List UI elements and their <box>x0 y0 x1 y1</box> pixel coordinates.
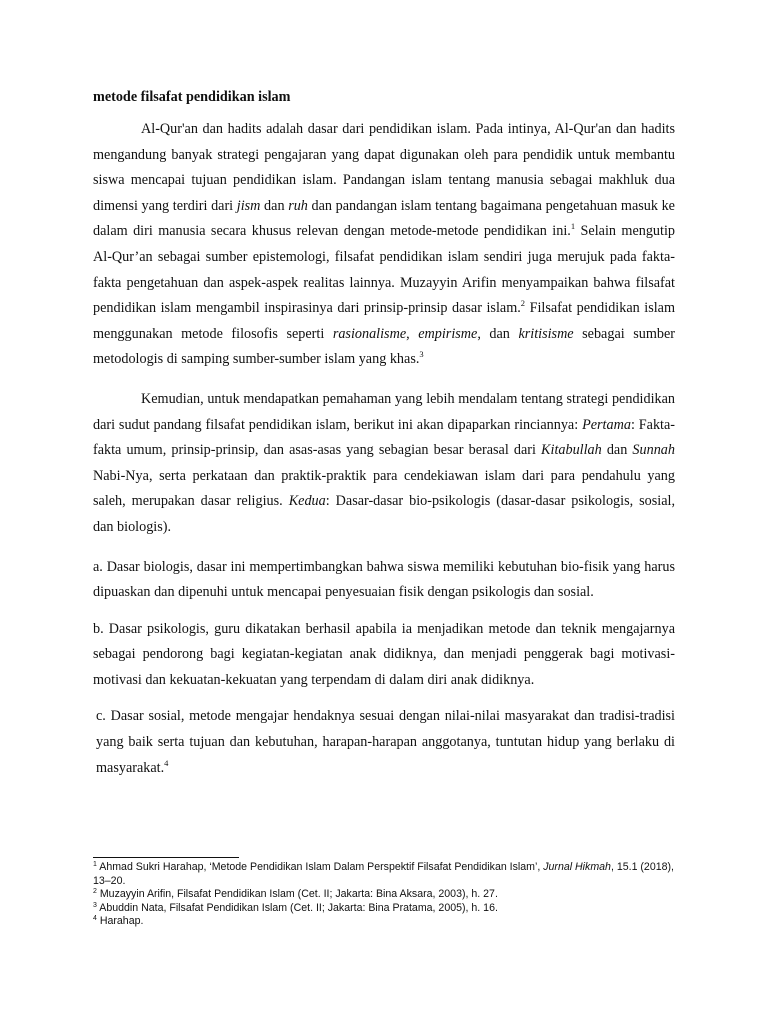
paragraph-2 <box>93 387 675 541</box>
text-span: : Dasar-dasar bio-psikologis (dasar-dasar psikologis, sosial, dan biologis). <box>93 493 676 535</box>
italic-term: empirisme <box>418 325 478 342</box>
footnote-ref-3[interactable]: 3 <box>419 349 424 360</box>
paragraph-1 <box>93 117 675 373</box>
footnote-text: , 15.1 (2018), 13–20. <box>93 861 674 887</box>
footnote-ref-1[interactable]: 1 <box>570 221 576 232</box>
text-span: Kemudian, untuk mendapatkan pemahaman yang lebih mendalam tentang strategi pendidikan dari sudut pandang filsafat pendidikan islam, berikut ini akan dipaparkan rinciannya: <box>93 390 675 433</box>
footnote-2 <box>93 888 683 902</box>
text-span: Selain mengutip Al-Qur’an sebagai sumber epistemologi, filsafat pendidikan islam sendiri juga merujuk pada fakta-fakta pengetahuan dan aspek-aspek realitas lainnya. Muzayyin Arifin menyampaikan bahwa filsafat pendidikan islam mengambil inspirasinya dari prinsip-prinsip dasar islam. <box>93 223 675 317</box>
footnote-4 <box>93 915 683 929</box>
text-span: dan pandangan islam tentang bagaimana pengetahuan masuk ke dalam diri manusia secara khusus relevan dengan metode-metode pendidikan ini. <box>93 197 675 240</box>
footnote-text: Muzayyin Arifin, Filsafat Pendidikan Islam (Cet. II; Jakarta: Bina Aksara, 2003), h. 27. <box>96 888 498 901</box>
footnote-3 <box>93 902 683 916</box>
italic-term: Sunnah <box>632 442 675 459</box>
document-body <box>93 117 675 781</box>
footnote-number: 3 <box>93 901 97 909</box>
footnotes <box>93 861 683 929</box>
italic-term: kritisisme <box>518 325 574 342</box>
footnote-text: Ahmad Sukri Harahap, ‘Metode Pendidikan Islam Dalam Perspektif Filsafat Pendidikan Islam’, <box>96 861 544 873</box>
text-span: , dan <box>477 325 519 342</box>
text-span: dan <box>601 442 633 459</box>
italic-term: rasionalisme <box>332 325 407 342</box>
footnote-number: 4 <box>93 915 97 923</box>
footnote-text: Harahap. <box>96 915 144 928</box>
text-span: Al-Qur'an dan hadits adalah dasar dari pendidikan islam. Pada intinya, Al-Qur'an dan hadits mengandung banyak strategi pengajaran yang dapat digunakan oleh para pendidik untuk membantu siswa mencapai tujuan pendidikan islam. Pandangan islam tentang manusia sebagai makhluk dua dimensi yang terdiri dari <box>93 121 675 214</box>
italic-term: ruh <box>288 197 308 214</box>
text-span: sebagai sumber metodologis di samping sumber-sumber islam yang khas. <box>93 325 675 368</box>
paragraph-dasar-psikologis: b. Dasar psikologis, guru dikatakan berhasil apabila ia menjadikan metode dan teknik mengajarnya sebagai pendorong bagi kegiatan-kegiatan anak didiknya, dan menjadi penggerak bagi motivasi-motivasi dan kekuatan-kekuatan yang terpendam di dalam diri anak didiknya. <box>93 620 675 688</box>
footnote-separator <box>93 857 239 858</box>
text-span: c. Dasar sosial, metode mengajar hendaknya sesuai dengan nilai-nilai masyarakat dan tradisi-tradisi yang baik serta tujuan dan kebutuhan, harapan-harapan anggotanya, tuntutan hidup yang berlaku di masyarakat. <box>96 708 675 776</box>
paragraph-dasar-biologis: a. Dasar biologis, dasar ini mempertimbangkan bahwa siswa memiliki kebutuhan bio-fisik yang harus dipuaskan dan dipenuhi untuk mencapai penyesuaian fisik dengan psikologis dan sosial. <box>93 558 675 601</box>
page-title: metode filsafat pendidikan islam <box>93 89 291 105</box>
text-span: , <box>406 325 419 342</box>
footnote-1 <box>93 861 683 888</box>
footnote-number: 2 <box>93 888 97 896</box>
journal-title: Jurnal Hikmah <box>543 861 611 873</box>
italic-term: Kitabullah <box>541 442 602 459</box>
paragraph-dasar-sosial <box>93 704 675 781</box>
italic-term: Pertama <box>582 416 631 433</box>
text-span: Filsafat pendidikan islam menggunakan metode filosofis seperti <box>93 300 675 342</box>
italic-term: Kedua <box>288 493 326 510</box>
footnote-ref-4[interactable]: 4 <box>164 757 169 768</box>
text-span: dan <box>260 197 289 214</box>
footnote-text: Abuddin Nata, Filsafat Pendidikan Islam (Cet. II; Jakarta: Bina Pratama, 2005), h. 16. <box>96 901 498 914</box>
footnote-ref-2[interactable]: 2 <box>520 298 526 309</box>
footnote-number: 1 <box>93 861 97 868</box>
text-span: Nabi-Nya, serta perkataan dan praktik-praktik para cendekiawan islam dari para pendahulu yang saleh, merupakan dasar religius. <box>93 467 675 510</box>
text-span: : Fakta-fakta umum, prinsip-prinsip, dan asas-asas yang sebagian besar berasal dari <box>93 416 676 459</box>
italic-term: jism <box>236 197 261 214</box>
